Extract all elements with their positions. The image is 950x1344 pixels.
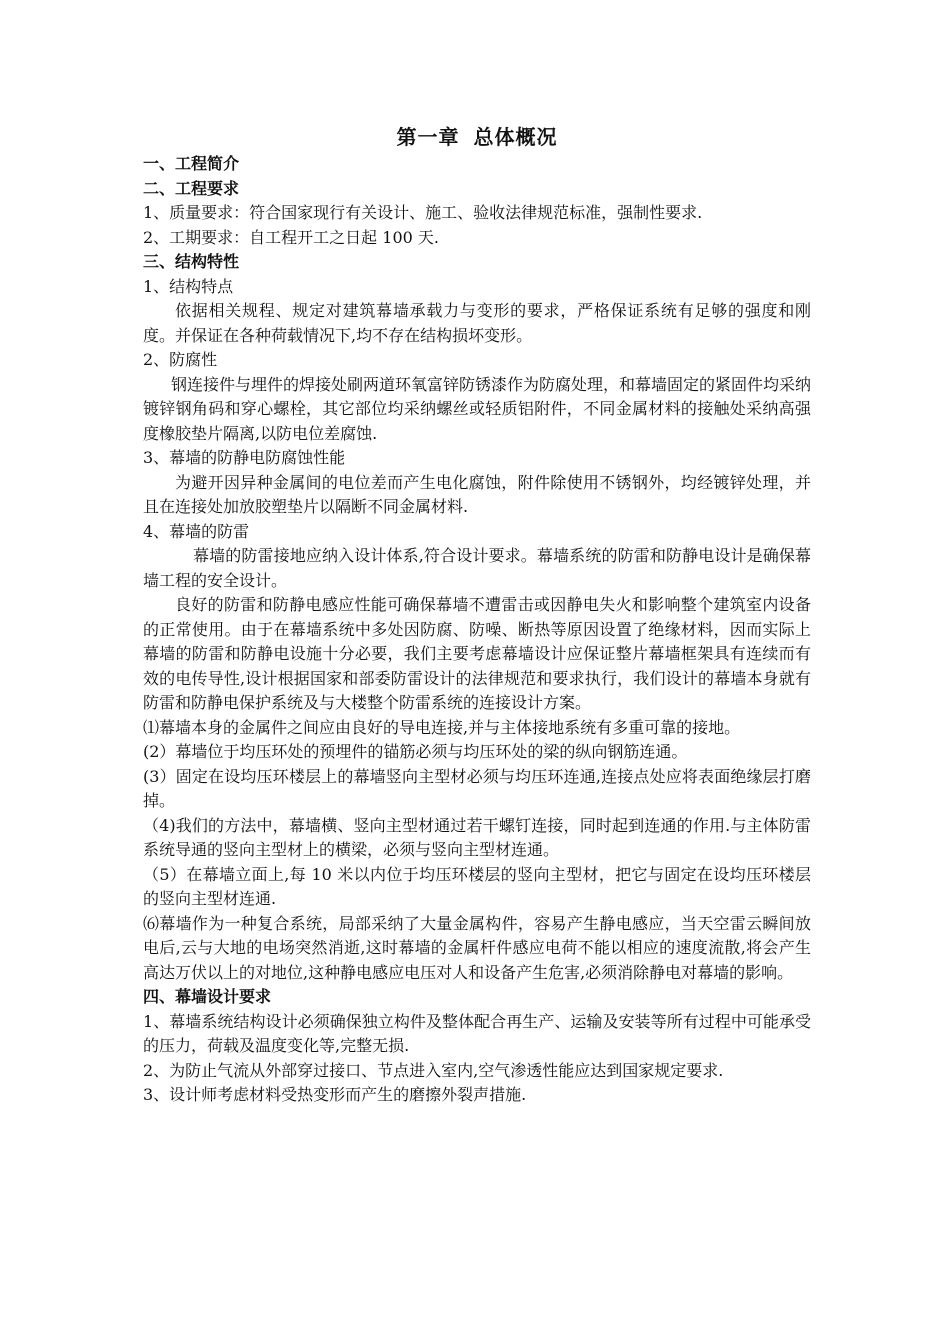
paragraph-antistatic: 为避开因异种金属间的电位差而产生电化腐蚀，附件除使用不锈钢外，均经镀锌处理，并且在连接处加放胶塑垫片以隔断不同金属材料. — [143, 472, 811, 516]
lightning-item-4: （4)我们的方法中，幕墙横、竖向主型材通过若干螺钉连接，同时起到连通的作用.与主体防雷系统导通的竖向主型材上的横梁，必须与竖向主型材连通。 — [143, 815, 811, 859]
design-requirement-2: 2、为防止气流从外部穿过接口、节点进入室内,空气渗透性能应达到国家规定要求. — [143, 1060, 724, 1080]
section-heading-3: 三、结构特性 — [143, 252, 240, 271]
chapter-name: 总体概况 — [473, 125, 558, 149]
design-requirement-1: 1、幕墙系统结构设计必须确保独立构件及整体配合再生产、运输及安装等所有过程中可能承受的压力，荷载及温度变化等,完整无损. — [143, 1011, 811, 1055]
lightning-item-5: （5）在幕墙立面上,每 10 米以内位于均压环楼层的竖向主型材，把它与固定在设均压环楼层的竖向主型材连通. — [143, 864, 811, 908]
lightning-item-3: (3）固定在设均压环楼层上的幕墙竖向主型材必须与均压环连通,连接点处应将表面绝缘层打磨掉。 — [143, 766, 811, 810]
quality-requirement: 1、质量要求：符合国家现行有关设计、施工、验收法律规范标准，强制性要求. — [143, 203, 703, 222]
schedule-requirement: 2、工期要求：自工程开工之日起 100 天. — [143, 227, 439, 247]
paragraph-lightning-1: 幕墙的防雷接地应纳入设计体系,符合设计要求。幕墙系统的防雷和防静电设计是确保幕墙工程的安全设计。 — [143, 546, 811, 590]
subheading-structure: 1、结构特点 — [143, 276, 234, 296]
section-heading-2: 二、工程要求 — [143, 178, 240, 198]
paragraph-structure: 依据相关规程、规定对建筑幕墙承载力与变形的要求，严格保证系统有足够的强度和刚度。并保证在各种荷载情况下,均不存在结构损坏变形。 — [143, 301, 811, 345]
lightning-item-1: ⑴幕墙本身的金属件之间应由良好的导电连接,并与主体接地系统有多重可靠的接地。 — [143, 717, 741, 737]
subheading-anticorrosion: 2、防腐性 — [143, 350, 218, 369]
paragraph-lightning-2: 良好的防雷和防静电感应性能可确保幕墙不遭雷击或因静电失火和影响整个建筑室内设备的正常使用。由于在幕墙系统中多处因防腐、防噪、断热等原因设置了绝缘材料，因而实际上幕墙的防雷和防静电设施十分必要，我们主要考虑幕墙设计应保证整片幕墙框架具有连续而有效的电传导性,设计根据国家和部委防雷设计的法律规范和要求执行，我们设计的幕墙本身就有防雷和防静电保护系统及与大楼整个防雷系统的连接设计方案。 — [143, 595, 811, 712]
lightning-item-2: (2）幕墙位于均压环处的预埋件的锚筋必须与均压环处的梁的纵向钢筋连通。 — [143, 742, 688, 761]
document-page — [143, 122, 811, 1108]
chapter-title — [143, 122, 811, 152]
lightning-item-6: ⑹幕墙作为一种复合系统，局部采纳了大量金属构件，容易产生静电感应，当天空雷云瞬间放电后,云与大地的电场突然消逝,这时幕墙的金属杆件感应电荷不能以相应的速度流散,将会产生高达万伏以上的对地位,这种静电感应电压对人和设备产生危害,必须消除静电对幕墙的影响。 — [143, 913, 811, 982]
section-heading-4: 四、幕墙设计要求 — [143, 987, 272, 1006]
section-heading-1: 一、工程简介 — [143, 154, 240, 173]
subheading-lightning: 4、幕墙的防雷 — [143, 521, 250, 541]
paragraph-anticorrosion: 钢连接件与埋件的焊接处刷两道环氧富锌防锈漆作为防腐处理，和幕墙固定的紧固件均采纳镀锌钢角码和穿心螺栓，其它部位均采纳螺丝或轻质铝附件，不同金属材料的接触处采纳高强度橡胶垫片隔离,以防电位差腐蚀. — [143, 374, 812, 443]
subheading-antistatic: 3、幕墙的防静电防腐蚀性能 — [143, 448, 346, 467]
chapter-number: 第一章 — [396, 125, 460, 149]
design-requirement-3: 3、设计师考虑材料受热变形而产生的磨擦外裂声措施. — [143, 1085, 527, 1104]
